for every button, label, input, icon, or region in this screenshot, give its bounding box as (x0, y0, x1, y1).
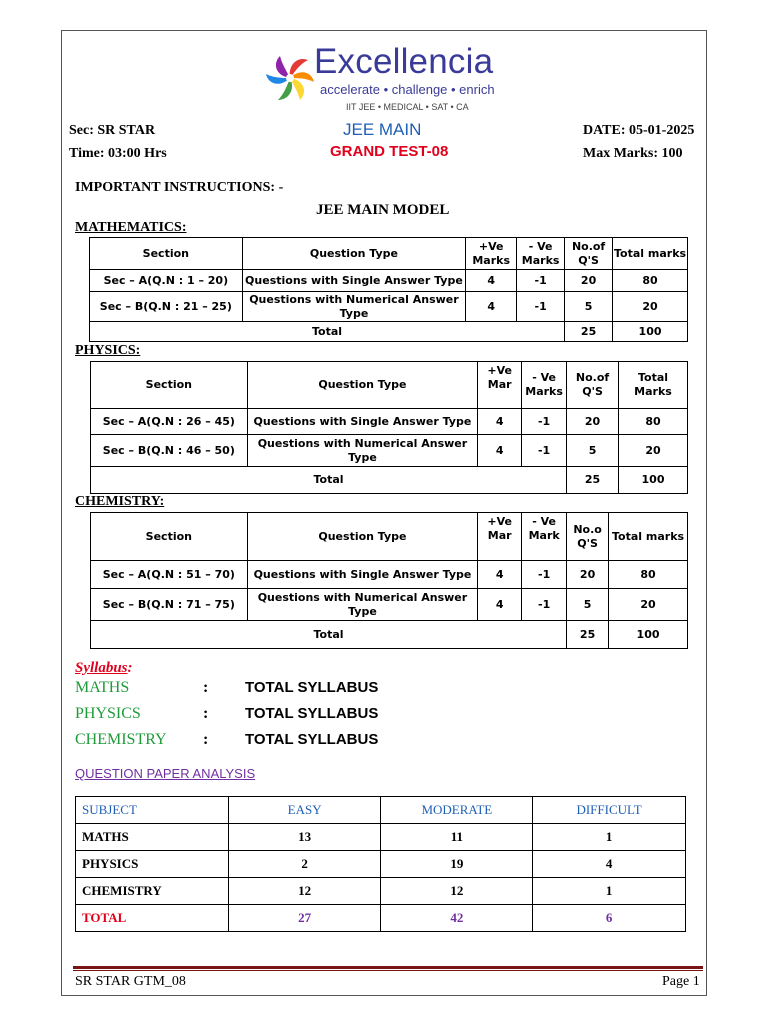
table-cell: 12 (228, 878, 381, 905)
col-header: Total marks (609, 513, 688, 561)
footer-left: SR STAR GTM_08 (75, 974, 186, 989)
total-questions: 25 (567, 621, 609, 649)
table-header-row (90, 238, 688, 270)
col-header: MODERATE (381, 797, 533, 824)
table-row (90, 292, 688, 322)
table-row (91, 561, 688, 589)
table-cell: 20 (613, 292, 688, 322)
table-cell: Sec – A(Q.N : 26 – 45) (91, 409, 248, 435)
table-cell: 4 (478, 435, 522, 467)
total-marks: 100 (619, 467, 688, 494)
col-header: Question Type (247, 513, 478, 561)
col-header: Question Type (242, 238, 466, 270)
table-cell: -1 (522, 409, 567, 435)
syllabus-separator: : (203, 705, 209, 722)
swirl-logo-icon (264, 50, 316, 102)
physics-title: PHYSICS: (75, 343, 141, 358)
logo-wordmark: Excellencia (314, 42, 494, 81)
table-cell: MATHS (76, 824, 229, 851)
model-title: JEE MAIN MODEL (316, 202, 450, 218)
table-cell: 2 (228, 851, 381, 878)
table-cell: 80 (619, 409, 688, 435)
col-header: +Ve Marks (466, 238, 517, 270)
table-cell: 1 (533, 824, 686, 851)
table-cell: -1 (517, 270, 565, 292)
col-header: - Ve Marks (522, 362, 567, 409)
table-cell: 20 (609, 589, 688, 621)
table-cell: 4 (466, 292, 517, 322)
total-marks: 100 (613, 322, 688, 342)
chemistry-title: CHEMISTRY: (75, 494, 165, 509)
table-cell: 5 (567, 435, 619, 467)
total-marks: 100 (609, 621, 688, 649)
table-cell: Questions with Single Answer Type (247, 561, 478, 589)
section-label: Sec: SR STAR (69, 123, 156, 138)
col-header: +Ve Mar (478, 362, 522, 409)
table-cell: 20 (567, 409, 619, 435)
table-cell: -1 (522, 435, 567, 467)
syllabus-value: TOTAL SYLLABUS (245, 705, 379, 722)
col-header: - Ve Marks (517, 238, 565, 270)
time-label: Time: 03:00 Hrs (69, 146, 167, 161)
table-cell: 19 (381, 851, 533, 878)
table-cell: -1 (517, 292, 565, 322)
table-cell: Questions with Single Answer Type (247, 409, 478, 435)
syllabus-subject: MATHS (75, 679, 130, 696)
syllabus-subject: CHEMISTRY (75, 731, 167, 748)
table-total-row (76, 905, 686, 932)
col-header: No.of Q'S (565, 238, 613, 270)
logo-tagline: accelerate • challenge • enrich (320, 82, 495, 97)
table-header-row (91, 362, 688, 409)
table-row (91, 409, 688, 435)
col-header: Section (90, 238, 243, 270)
table-header-row (91, 513, 688, 561)
table-total-row (91, 621, 688, 649)
table-cell: 4 (478, 589, 522, 621)
syllabus-colon: : (127, 660, 133, 676)
table-cell: PHYSICS (76, 851, 229, 878)
syllabus-label: Syllabus (75, 660, 128, 676)
syllabus-separator: : (203, 731, 209, 748)
max-marks-label: Max Marks: 100 (583, 146, 683, 161)
table-cell: Sec – B(Q.N : 21 – 25) (90, 292, 243, 322)
chemistry-table (90, 512, 688, 649)
table-cell: Sec – B(Q.N : 71 – 75) (91, 589, 248, 621)
table-cell: 5 (565, 292, 613, 322)
total-questions: 25 (565, 322, 613, 342)
col-header: Total marks (613, 238, 688, 270)
table-row (76, 851, 686, 878)
col-header: Section (91, 513, 248, 561)
col-header: Total Marks (619, 362, 688, 409)
table-cell: 4 (478, 561, 522, 589)
table-cell: Questions with Single Answer Type (242, 270, 466, 292)
table-cell: -1 (522, 561, 567, 589)
table-cell: Questions with Numerical Answer Type (247, 435, 478, 467)
table-cell: 4 (466, 270, 517, 292)
table-cell: Sec – A(Q.N : 51 – 70) (91, 561, 248, 589)
table-row (91, 435, 688, 467)
table-row (90, 270, 688, 292)
table-cell: 20 (619, 435, 688, 467)
table-row (76, 878, 686, 905)
table-cell: 4 (533, 851, 686, 878)
syllabus-separator: : (203, 679, 209, 696)
exam-title: JEE MAIN (343, 120, 422, 139)
page-number: Page 1 (662, 974, 700, 989)
table-cell: 11 (381, 824, 533, 851)
col-header: Section (91, 362, 248, 409)
table-cell: Questions with Numerical Answer Type (242, 292, 466, 322)
table-cell: 27 (228, 905, 381, 932)
col-header: Question Type (247, 362, 478, 409)
physics-table (90, 361, 688, 494)
instructions-title: IMPORTANT INSTRUCTIONS: - (75, 180, 284, 195)
total-label: TOTAL (76, 905, 229, 932)
syllabus-subject: PHYSICS (75, 705, 141, 722)
table-cell: CHEMISTRY (76, 878, 229, 905)
footer-rule-thin (73, 970, 703, 971)
col-header: SUBJECT (76, 797, 229, 824)
table-cell: Sec – B(Q.N : 46 – 50) (91, 435, 248, 467)
syllabus-value: TOTAL SYLLABUS (245, 679, 379, 696)
table-row (76, 824, 686, 851)
test-title: GRAND TEST-08 (330, 143, 449, 160)
syllabus-heading (75, 660, 133, 677)
table-cell: 13 (228, 824, 381, 851)
table-cell: Questions with Numerical Answer Type (247, 589, 478, 621)
table-cell: 4 (478, 409, 522, 435)
table-cell: 80 (609, 561, 688, 589)
table-total-row (90, 322, 688, 342)
table-row (91, 589, 688, 621)
logo-subtitle: IIT JEE • MEDICAL • SAT • CA (346, 102, 469, 112)
col-header: +Ve Mar (478, 513, 522, 561)
total-label: Total (90, 322, 565, 342)
total-questions: 25 (567, 467, 619, 494)
table-cell: 5 (567, 589, 609, 621)
date-label: DATE: 05-01-2025 (583, 123, 695, 138)
footer-rule (73, 966, 703, 969)
table-cell: 12 (381, 878, 533, 905)
table-total-row (91, 467, 688, 494)
col-header: No.of Q'S (567, 362, 619, 409)
table-cell: 20 (567, 561, 609, 589)
col-header: No.o Q'S (567, 513, 609, 561)
table-cell: 80 (613, 270, 688, 292)
table-cell: -1 (522, 589, 567, 621)
col-header: EASY (228, 797, 381, 824)
table-cell: Sec – A(Q.N : 1 – 20) (90, 270, 243, 292)
total-label: Total (91, 621, 567, 649)
table-cell: 6 (533, 905, 686, 932)
analysis-table (75, 796, 686, 932)
table-cell: 1 (533, 878, 686, 905)
mathematics-table (89, 237, 688, 342)
table-cell: 42 (381, 905, 533, 932)
table-cell: 20 (565, 270, 613, 292)
mathematics-title: MATHEMATICS: (75, 220, 187, 235)
syllabus-value: TOTAL SYLLABUS (245, 731, 379, 748)
table-header-row (76, 797, 686, 824)
total-label: Total (91, 467, 567, 494)
col-header: - Ve Mark (522, 513, 567, 561)
analysis-title: QUESTION PAPER ANALYSIS (75, 766, 256, 781)
excellencia-logo (264, 42, 514, 116)
col-header: DIFFICULT (533, 797, 686, 824)
